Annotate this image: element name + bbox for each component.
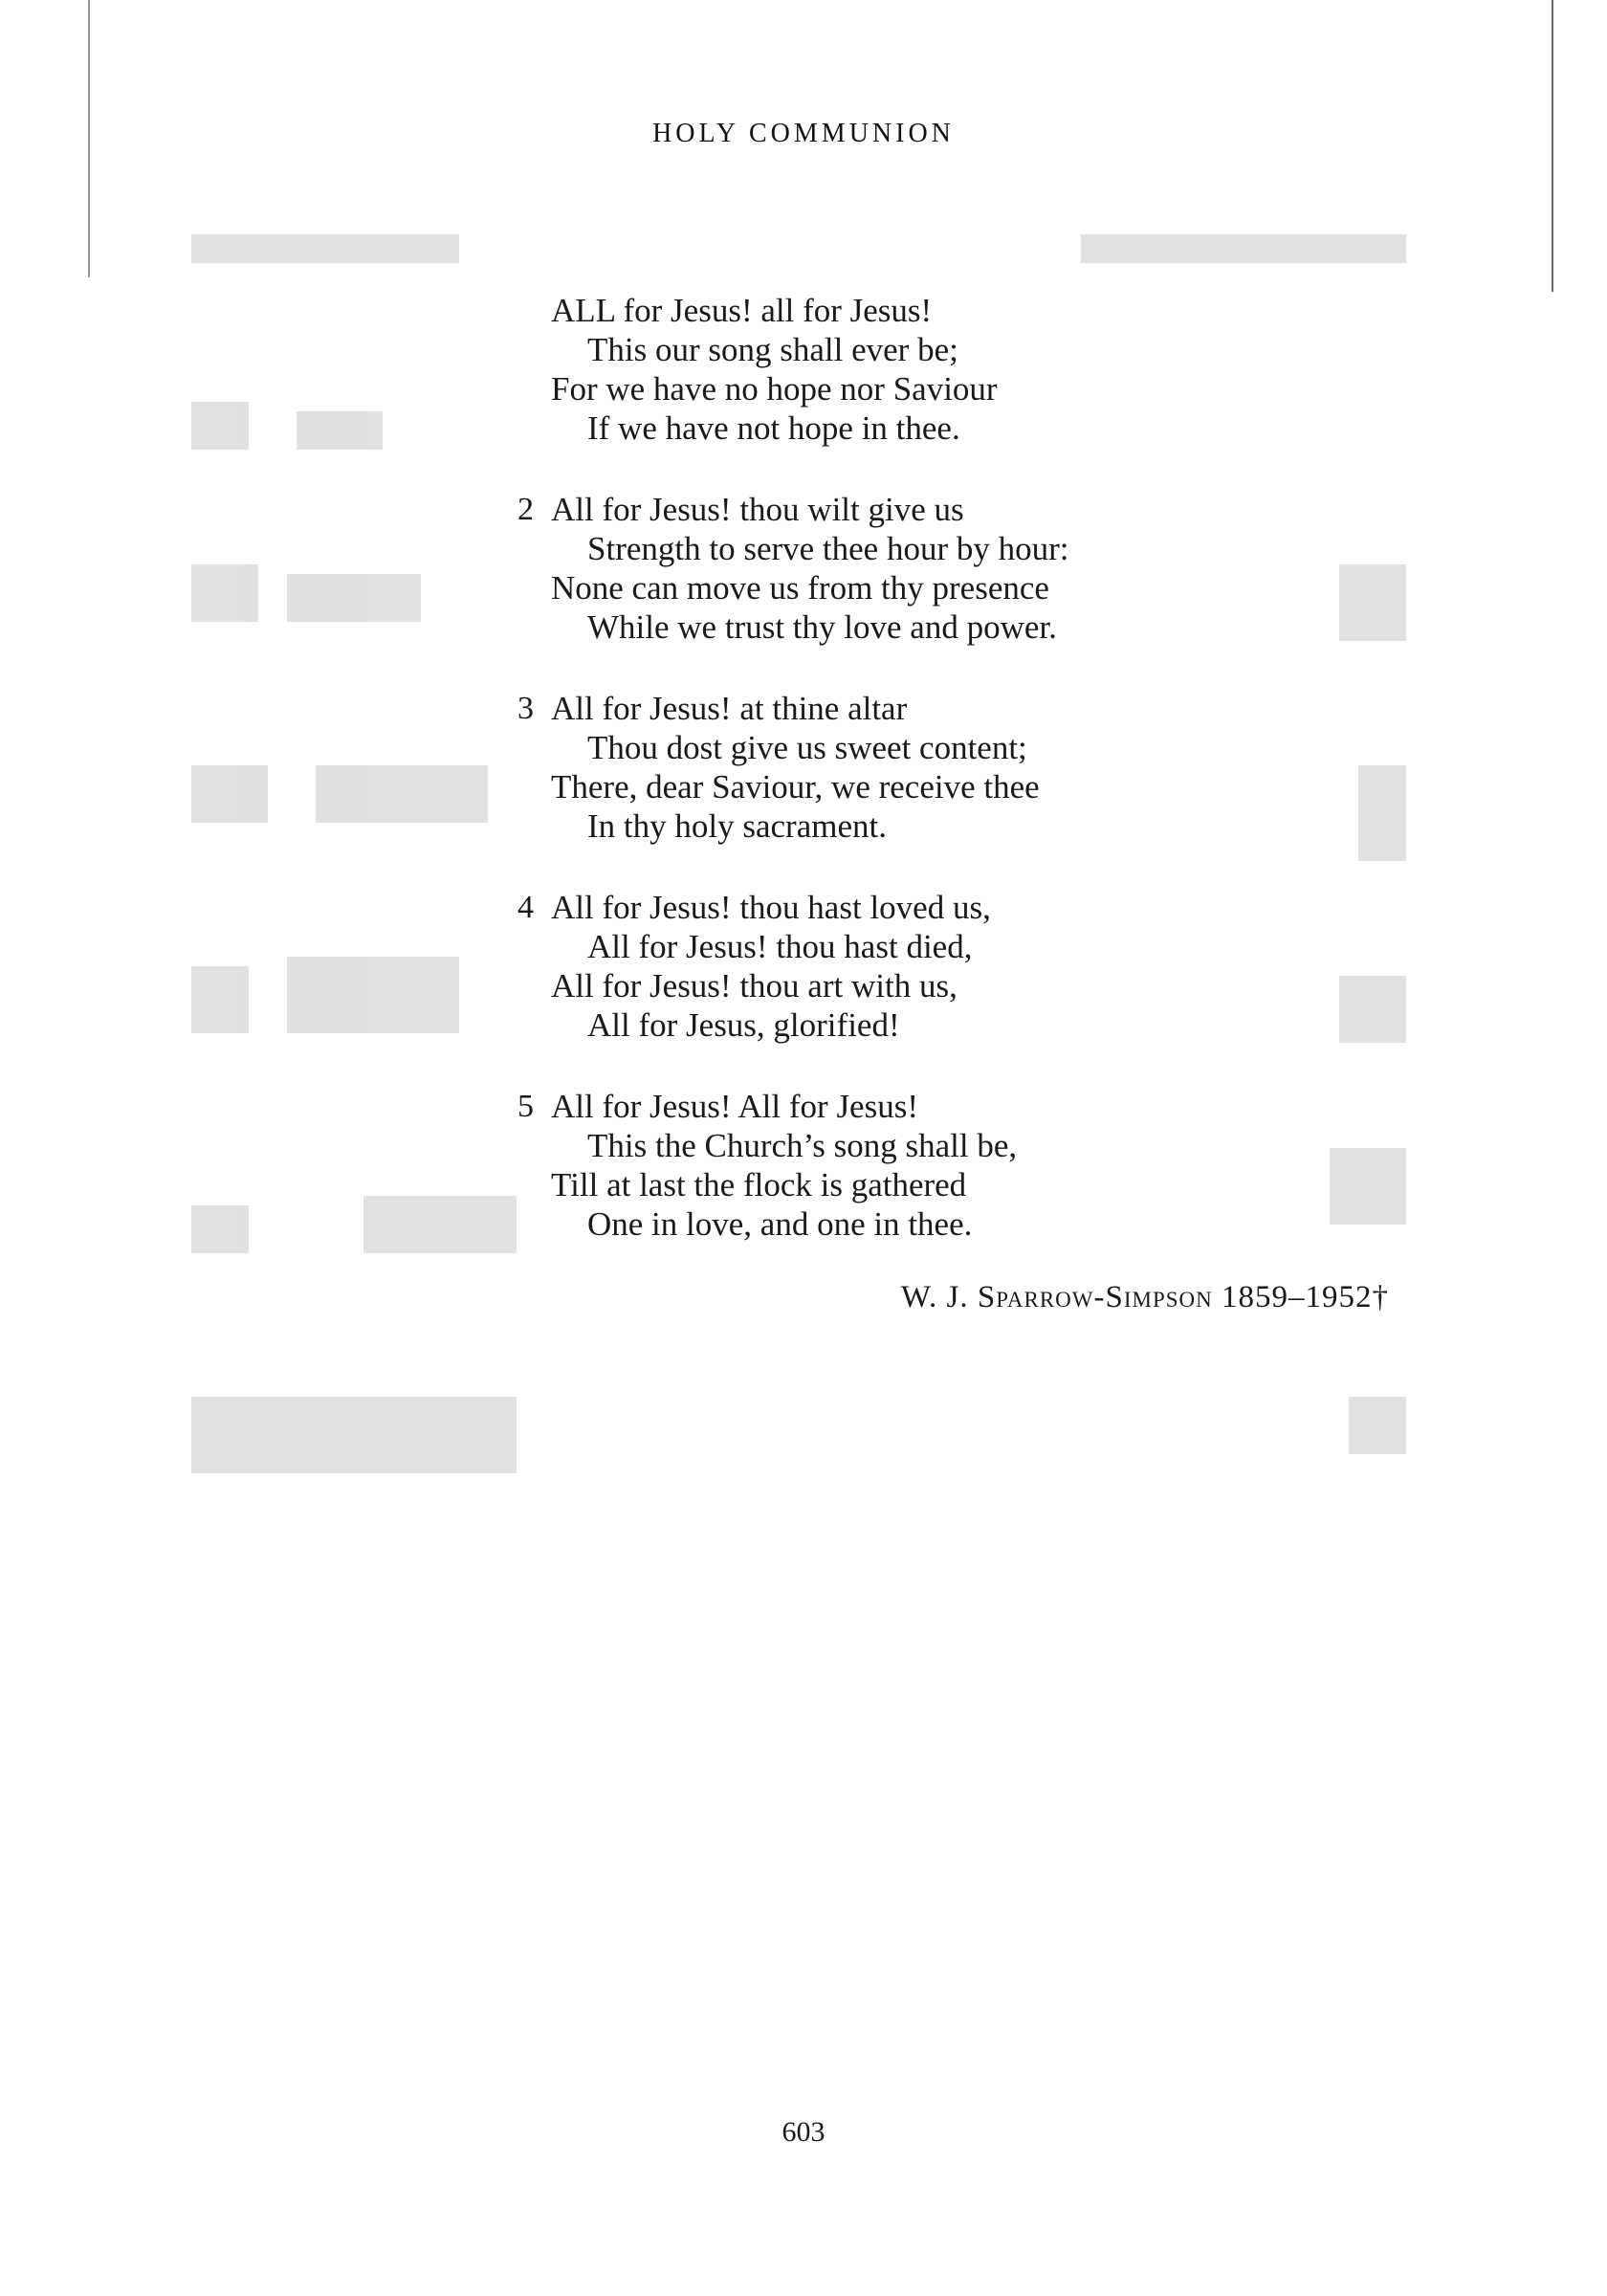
verse-line: All for Jesus! thou hast died,	[587, 928, 973, 965]
verse-line: Till at last the flock is gathered	[551, 1166, 967, 1203]
verse-line: If we have not hope in thee.	[587, 409, 960, 447]
verse-line: While we trust thy love and power.	[587, 608, 1057, 646]
verse-line: All for Jesus! thou hast loved us,	[551, 889, 991, 926]
author-dates: 1859–1952†	[1212, 1280, 1389, 1314]
page-number: 603	[781, 2116, 826, 2148]
verse-number: 4	[517, 890, 534, 925]
author-initials: W. J.	[900, 1280, 978, 1314]
verse-line: All for Jesus! at thine altar	[551, 690, 908, 727]
author-name: Sparrow-Simpson	[977, 1280, 1213, 1314]
verse-line: None can move us from thy presence	[551, 569, 1049, 607]
verse-number: 3	[517, 691, 534, 726]
verse	[517, 1087, 1412, 1244]
verse-line: In thy holy sacrament.	[587, 807, 887, 845]
verse-number: 2	[517, 492, 534, 527]
verse-line: This our song shall ever be;	[587, 331, 958, 368]
hymn-text	[517, 291, 1412, 1286]
verse-line: For we have no hope nor Saviour	[551, 370, 998, 408]
verse-line: Thou dost give us sweet content;	[587, 729, 1027, 766]
verse-line: All for Jesus! All for Jesus!	[551, 1088, 918, 1125]
author-attribution	[901, 1280, 1389, 1315]
verse	[517, 888, 1412, 1045]
verse	[551, 291, 1412, 448]
verse-number: 5	[517, 1089, 534, 1124]
verse-line: All for Jesus! thou art with us,	[551, 967, 958, 1004]
verse	[517, 689, 1412, 846]
verse-line: All for Jesus, glorified!	[587, 1006, 900, 1044]
verse	[517, 490, 1412, 647]
verse-line: ALL for Jesus! all for Jesus!	[551, 292, 933, 329]
verse-line: This the Church’s song shall be,	[587, 1127, 1018, 1164]
verse-line: One in love, and one in thee.	[587, 1205, 973, 1243]
verse-line: There, dear Saviour, we receive thee	[551, 768, 1040, 806]
verse-line: All for Jesus! thou wilt give us	[551, 491, 964, 528]
running-head: HOLY COMMUNION	[652, 119, 955, 148]
verse-line: Strength to serve thee hour by hour:	[587, 530, 1069, 567]
